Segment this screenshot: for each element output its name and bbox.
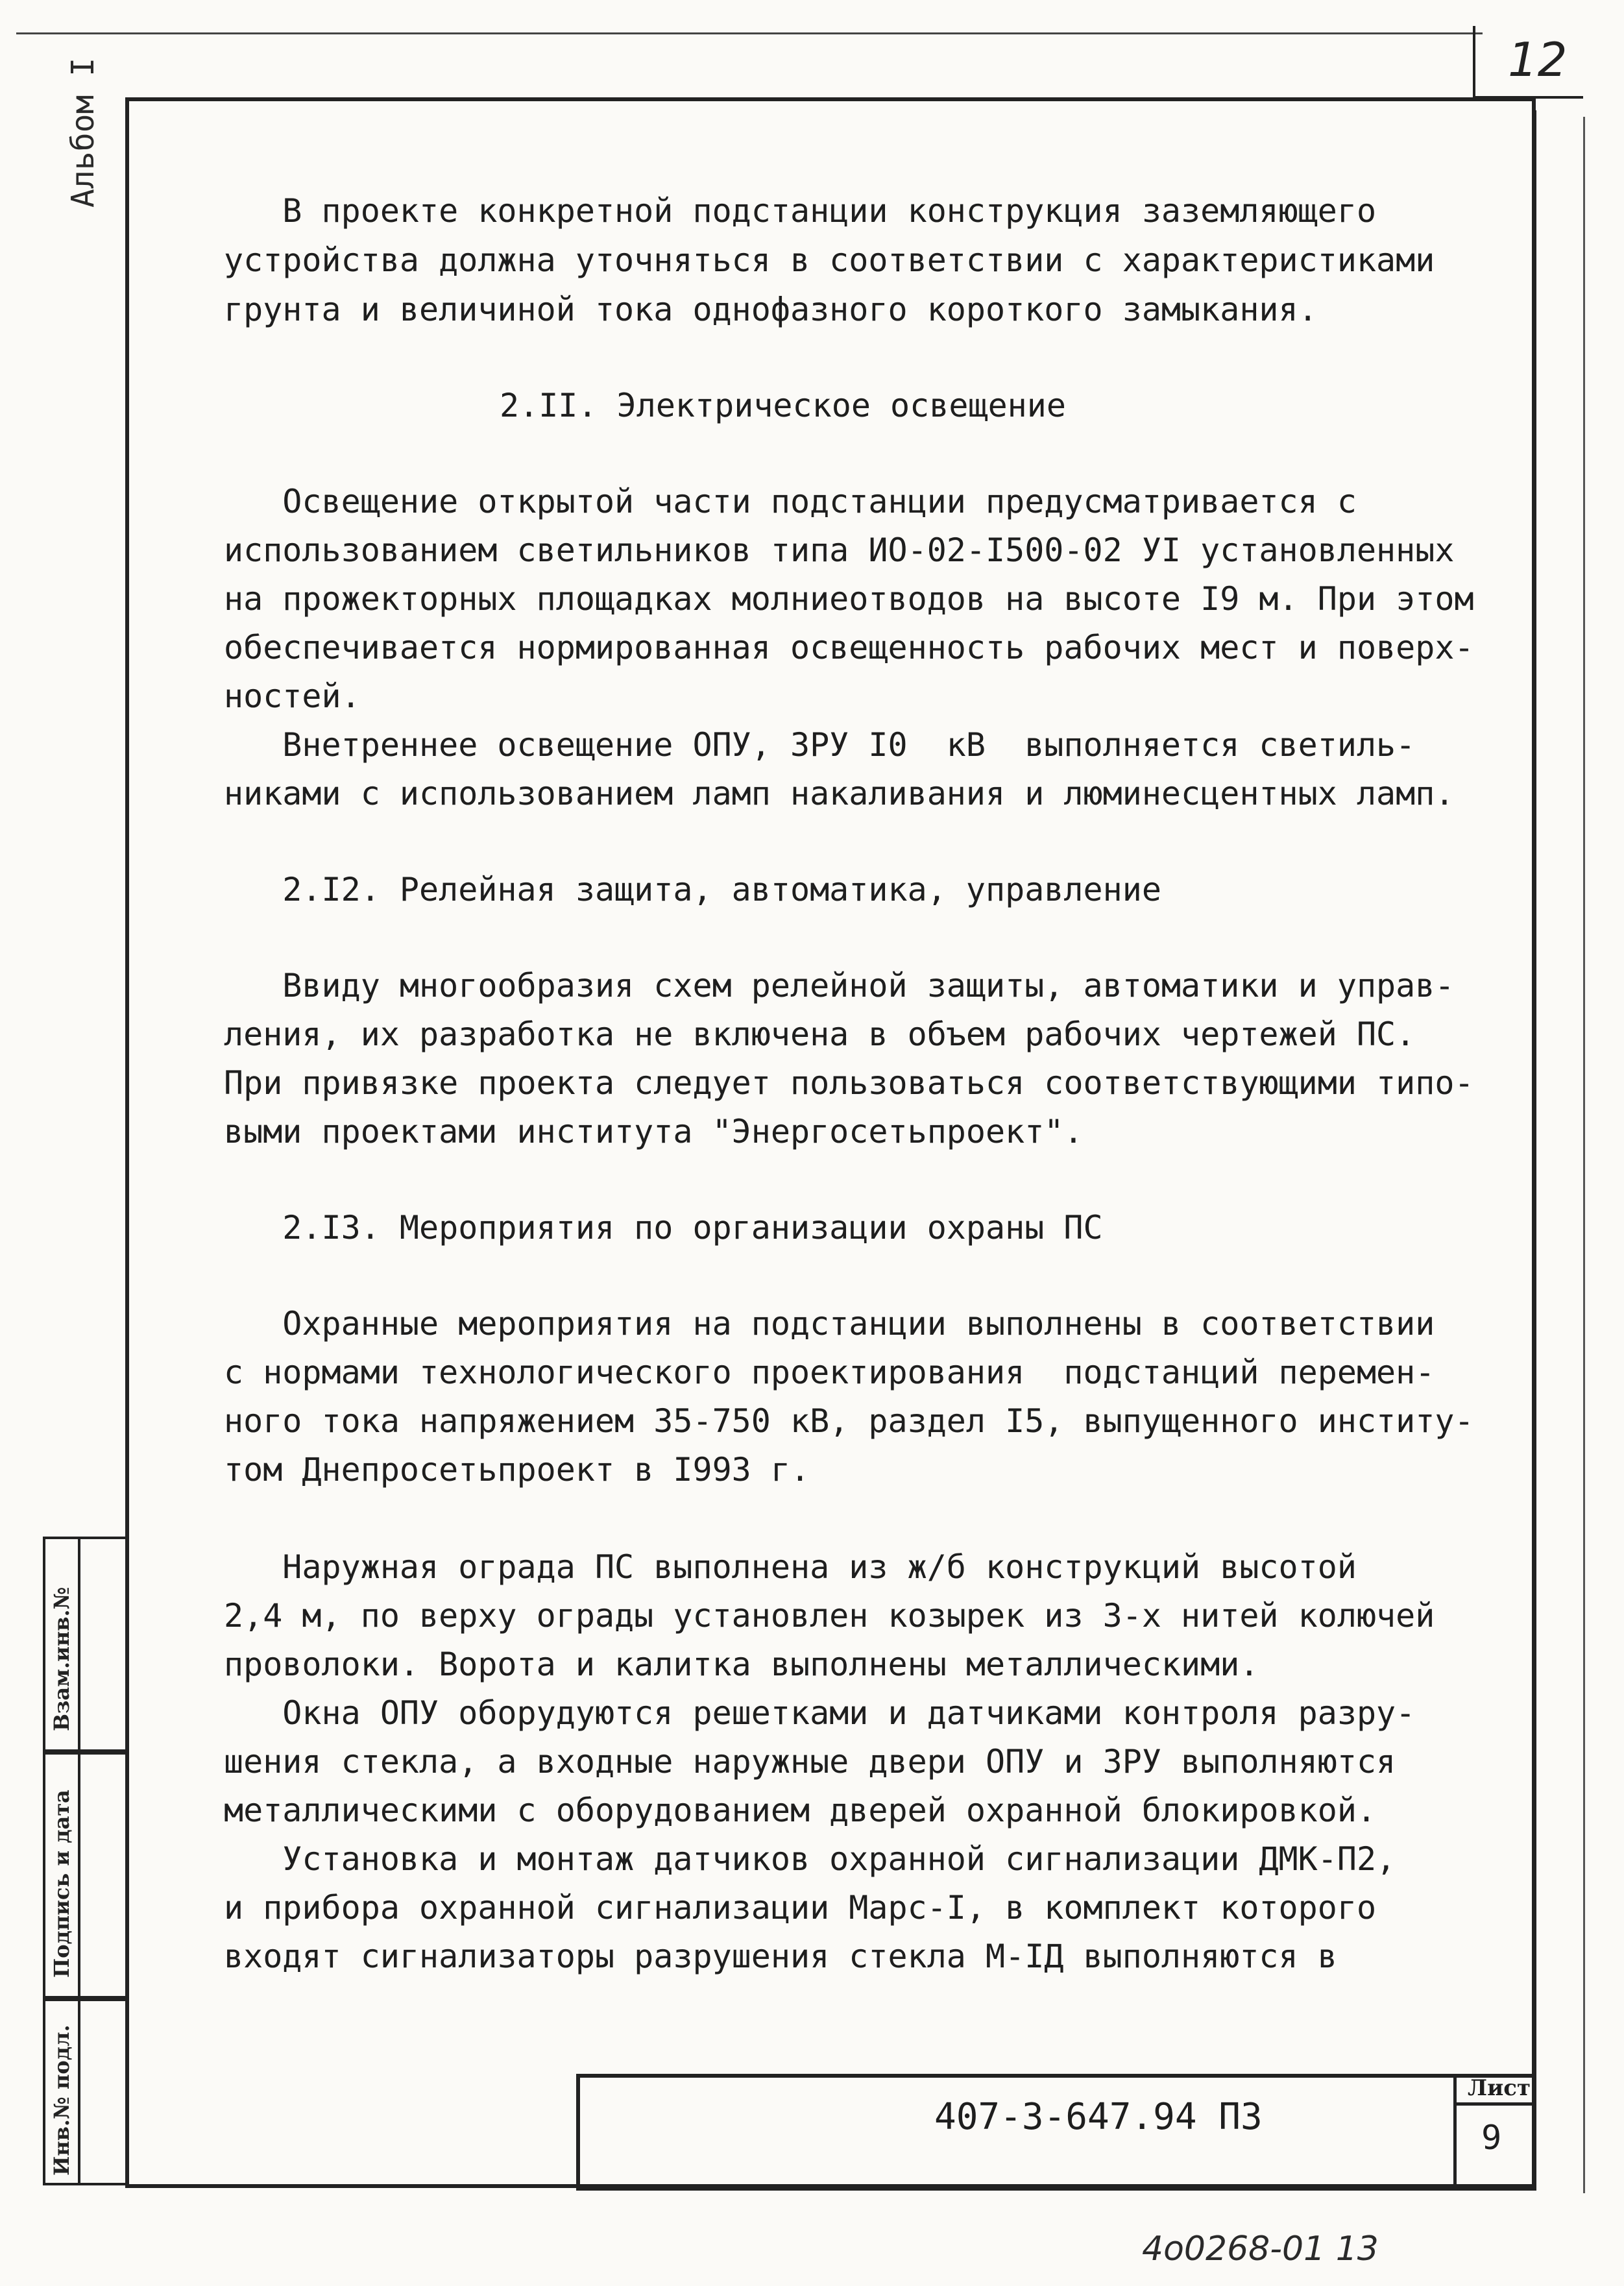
body-line: на прожекторных площадках молниеотводов на высоте I9 м. При этом — [224, 580, 1474, 618]
section-heading: 2.II. Электрическое освещение — [500, 387, 1066, 424]
body-line: Охранные мероприятия на подстанции выполнены в соответствии — [224, 1305, 1435, 1343]
body-line: 2,4 м, по верху ограды установлен козырек из 3-х нитей колючей — [224, 1597, 1435, 1635]
stamp-label-vzam: Взам.инв.№ — [49, 1587, 74, 1731]
body-line: Наружная ограда ПС выполнена из ж/б конструкций высотой — [224, 1548, 1357, 1586]
sheet-number-box — [1473, 26, 1583, 99]
body-line: В проекте конкретной подстанции конструкция заземляющего — [224, 192, 1377, 230]
body-line: проволоки. Ворота и калитка выполнены металлическими. — [224, 1646, 1259, 1683]
footer-handwritten-number: 4о0268-01 13 — [1142, 2230, 1379, 2268]
title-block-sheet-separator — [1453, 2102, 1536, 2106]
body-line: Освещение открытой части подстанции предусматривается с — [224, 483, 1357, 520]
frame-right-outer — [1583, 117, 1585, 2193]
body-line: Ввиду многообразия схем релейной защиты, автоматики и управ- — [224, 967, 1455, 1004]
stamp-divider — [78, 1537, 80, 2185]
body-line: шения стекла, а входные наружные двери ОПУ и ЗРУ выполняются — [224, 1743, 1396, 1781]
side-stamp — [43, 1537, 128, 2185]
body-line: обеспечивается нормированная освещенность рабочих мест и поверх- — [224, 629, 1474, 666]
album-label: Альбом I — [65, 57, 101, 208]
body-line: Окна ОПУ оборудуются решетками и датчиками контроля разру- — [224, 1694, 1416, 1732]
body-line: с нормами технологического проектирования подстанций перемен- — [224, 1354, 1435, 1391]
body-line: При привязке проекта следует пользоваться соответствующими типо- — [224, 1064, 1474, 1102]
section-heading: 2.I3. Мероприятия по организации охраны ПС — [224, 1209, 1103, 1246]
body-line: ностей. — [224, 677, 361, 715]
body-line: никами с использованием ламп накаливания и люминесцентных ламп. — [224, 775, 1455, 812]
body-line: Внетреннее освещение ОПУ, ЗРУ I0 кВ выполняется светиль- — [224, 726, 1416, 764]
body-line: устройства должна уточняться в соответствии с характеристиками — [224, 241, 1435, 279]
section-heading: 2.I2. Релейная защита, автоматика, управление — [224, 871, 1161, 908]
body-line: и прибора охранной сигнализации Марс-I, в комплект которого — [224, 1889, 1377, 1927]
sheet-number-handwritten: 12 — [1508, 32, 1568, 87]
body-line: ления, их разработка не включена в объем рабочих чертежей ПС. — [224, 1015, 1416, 1053]
body-line: выми проектами института "Энергосетьпроект". — [224, 1113, 1084, 1150]
top-border-line — [16, 32, 1483, 34]
body-line: грунта и величиной тока однофазного короткого замыкания. — [224, 291, 1318, 328]
stamp-label-podpis: Подпись и дата — [49, 1790, 74, 1978]
body-line: ного тока напряжением 35-750 кВ, раздел I5, выпущенного институ- — [224, 1402, 1474, 1440]
body-line: металлическими с оборудованием дверей охранной блокировкой. — [224, 1792, 1377, 1829]
body-line: использованием светильников типа ИО-02-I500-02 УI установленных — [224, 531, 1455, 569]
stamp-label-inv: Инв.№ подл. — [49, 2025, 74, 2176]
body-line: том Днепросетьпроект в I993 г. — [224, 1451, 810, 1489]
body-line: входят сигнализаторы разрушения стекла М-IД выполняются в — [224, 1938, 1337, 1975]
title-block-separator — [1453, 2074, 1457, 2191]
sheet-value: 9 — [1481, 2119, 1502, 2158]
body-line: Установка и монтаж датчиков охранной сигнализации ДМК-П2, — [224, 1840, 1396, 1878]
document-code: 407-3-647.94 ПЗ — [934, 2096, 1263, 2138]
frame-right-inner — [1533, 110, 1536, 2190]
sheet-label: Лист — [1468, 2075, 1531, 2101]
